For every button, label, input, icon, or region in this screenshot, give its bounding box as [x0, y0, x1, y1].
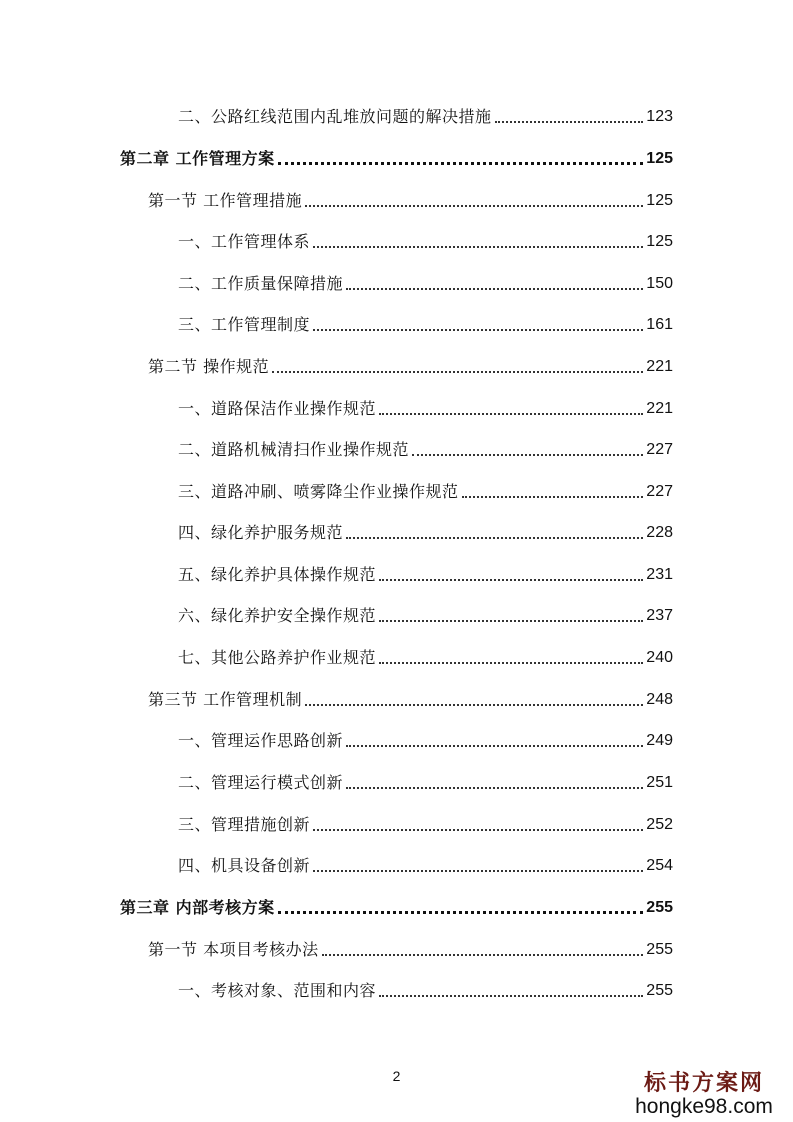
dot-leader — [462, 496, 644, 498]
toc-entry-label: 第二章 工作管理方案 — [120, 149, 275, 168]
toc-entry[interactable] — [178, 520, 673, 544]
dot-leader — [313, 246, 643, 248]
toc-entry-label: 二、管理运行模式创新 — [178, 773, 344, 792]
toc-entry-label: 四、绿化养护服务规范 — [178, 523, 344, 542]
dot-leader — [313, 829, 643, 831]
toc-entry-page: 125 — [646, 150, 673, 167]
toc-entry-page: 125 — [646, 233, 673, 250]
dot-leader — [305, 205, 643, 207]
toc-entry[interactable] — [178, 104, 673, 128]
watermark-en-text: hongke98.com — [635, 1095, 773, 1118]
watermark-cn-text: 标书方案网 — [643, 1070, 764, 1096]
toc-entry[interactable] — [178, 312, 673, 336]
dot-leader — [412, 454, 643, 456]
dot-leader — [379, 620, 643, 622]
toc-entry[interactable] — [178, 853, 673, 877]
toc-entry-page: 221 — [646, 358, 673, 375]
toc-entry[interactable] — [178, 437, 673, 461]
toc-entry[interactable] — [178, 770, 673, 794]
toc-entry[interactable] — [178, 728, 673, 752]
dot-leader — [313, 870, 643, 872]
dot-leader — [379, 579, 643, 581]
toc-entry-page: 150 — [646, 275, 673, 292]
dot-leader — [346, 288, 643, 290]
toc-entry[interactable] — [178, 396, 673, 420]
toc-entry-label: 三、管理措施创新 — [178, 815, 311, 834]
dot-leader — [272, 371, 643, 373]
dot-leader — [346, 745, 643, 747]
toc-entry-label: 第三章 内部考核方案 — [120, 898, 275, 917]
toc-entry[interactable] — [148, 354, 673, 378]
toc-entry-label: 一、考核对象、范围和内容 — [178, 981, 377, 1000]
toc-entry-label: 六、绿化养护安全操作规范 — [178, 606, 377, 625]
toc-entry-page: 123 — [646, 108, 673, 125]
toc-entry[interactable] — [148, 937, 673, 961]
dot-leader — [305, 704, 643, 706]
dot-leader — [346, 537, 643, 539]
toc-entry-page: 248 — [646, 691, 673, 708]
toc-entry[interactable] — [178, 562, 673, 586]
dot-leader — [379, 413, 643, 415]
toc-entry-page: 227 — [646, 441, 673, 458]
watermark-logo — [629, 1066, 779, 1119]
toc-entry-page: 161 — [646, 316, 673, 333]
toc-entry-label: 七、其他公路养护作业规范 — [178, 648, 377, 667]
dot-leader — [278, 162, 644, 165]
toc-entry[interactable] — [178, 978, 673, 1002]
toc-entry[interactable] — [178, 812, 673, 836]
toc-entry-page: 255 — [646, 941, 673, 958]
toc-entry-page: 227 — [646, 483, 673, 500]
dot-leader — [346, 787, 643, 789]
toc-entry[interactable] — [178, 479, 673, 503]
toc-entry-page: 249 — [646, 732, 673, 749]
toc-entry-page: 228 — [646, 524, 673, 541]
toc-entry-page: 240 — [646, 649, 673, 666]
toc-entry-page: 125 — [646, 192, 673, 209]
toc-entry-label: 第三节 工作管理机制 — [148, 690, 303, 709]
toc-entry-page: 255 — [646, 899, 673, 916]
toc-entry[interactable] — [120, 895, 673, 919]
dot-leader — [322, 954, 644, 956]
page-number: 2 — [392, 1068, 401, 1084]
toc-entry-label: 一、工作管理体系 — [178, 232, 311, 251]
toc-entry[interactable] — [178, 271, 673, 295]
dot-leader — [278, 911, 644, 914]
toc-entry[interactable] — [178, 603, 673, 627]
toc-entry-page: 255 — [646, 982, 673, 999]
toc-entry-page: 237 — [646, 607, 673, 624]
toc-entry-label: 二、工作质量保障措施 — [178, 274, 344, 293]
toc-entry-label: 五、绿化养护具体操作规范 — [178, 565, 377, 584]
toc-entry[interactable] — [178, 229, 673, 253]
dot-leader — [495, 121, 644, 123]
toc-entry-page: 221 — [646, 400, 673, 417]
toc-entry-page: 251 — [646, 774, 673, 791]
toc-entry[interactable] — [178, 645, 673, 669]
toc-entry-label: 一、道路保洁作业操作规范 — [178, 399, 377, 418]
dot-leader — [313, 329, 643, 331]
toc-entry-page: 231 — [646, 566, 673, 583]
toc-entry-label: 四、机具设备创新 — [178, 856, 311, 875]
toc-entry-label: 第一节 本项目考核办法 — [148, 940, 319, 959]
toc-entry-page: 252 — [646, 816, 673, 833]
toc-entry[interactable] — [120, 146, 673, 170]
toc-entry-label: 三、工作管理制度 — [178, 315, 311, 334]
toc-entry-label: 第二节 操作规范 — [148, 357, 270, 376]
toc-entry-label: 一、管理运作思路创新 — [178, 731, 344, 750]
dot-leader — [379, 662, 643, 664]
toc-entry[interactable] — [148, 188, 673, 212]
toc-entry-label: 二、道路机械清扫作业操作规范 — [178, 440, 410, 459]
dot-leader — [379, 995, 643, 997]
toc-entry[interactable] — [148, 687, 673, 711]
toc-entry-label: 二、公路红线范围内乱堆放问题的解决措施 — [178, 107, 492, 126]
toc-entry-page: 254 — [646, 857, 673, 874]
toc-entry-label: 三、道路冲刷、喷雾降尘作业操作规范 — [178, 482, 459, 501]
toc-entry-label: 第一节 工作管理措施 — [148, 191, 303, 210]
